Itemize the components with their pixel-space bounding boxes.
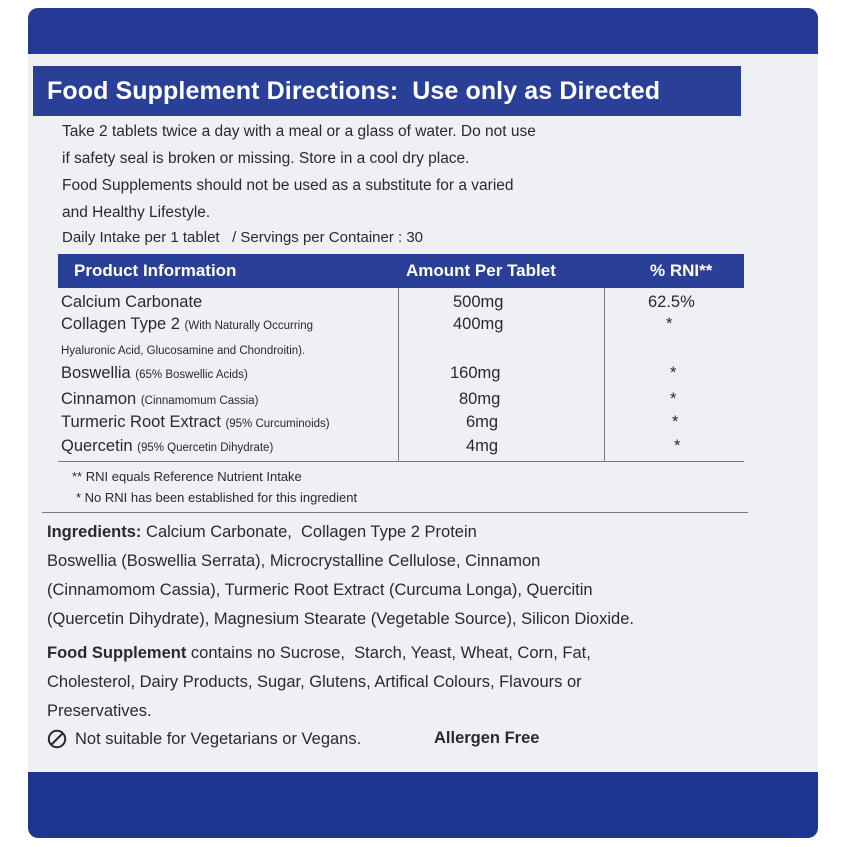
ingredient-name: Boswellia (65% Boswellic Acids) <box>61 364 248 382</box>
free-from-line: Preservatives. <box>47 702 152 720</box>
ingredient-amount: 6mg <box>466 413 499 431</box>
ingredients-line: Ingredients: Calcium Carbonate, Collagen Type 2 Protein <box>47 523 477 541</box>
directions-line: Food Supplements should not be used as a substitute for a varied <box>62 177 514 194</box>
ingredient-rni: * <box>670 364 677 382</box>
bottom-blue-band <box>28 772 818 838</box>
directions-header <box>33 66 741 116</box>
header-rni: % RNI** <box>650 261 713 280</box>
ingredient-rni: * <box>670 390 677 408</box>
ingredients-line: (Cinnamomom Cassia), Turmeric Root Extract (Curcuma Longa), Quercitin <box>47 581 593 599</box>
table-bottom-rule <box>58 461 744 462</box>
ingredient-amount: 160mg <box>450 364 501 382</box>
table-header <box>58 254 744 288</box>
intake-line: Daily Intake per 1 tablet / Servings per Container : 30 <box>62 229 424 246</box>
ingredient-name: Collagen Type 2 (With Naturally Occurring <box>61 315 313 333</box>
ingredient-rni: * <box>674 437 681 455</box>
not-suitable-text: Not suitable for Vegetarians or Vegans. <box>75 729 362 748</box>
ingredient-amount: 400mg <box>453 315 504 333</box>
ingredient-name: Quercetin (95% Quercetin Dihydrate) <box>61 437 274 455</box>
directions-header-right: Use only as Directed <box>412 77 661 105</box>
ingredient-amount: 500mg <box>453 293 504 311</box>
directions-line: and Healthy Lifestyle. <box>62 204 211 221</box>
free-from-block <box>47 639 767 726</box>
nutrition-table <box>58 288 744 462</box>
footnote-rni: ** RNI equals Reference Nutrient Intake <box>72 469 302 484</box>
directions-text <box>62 118 752 226</box>
ingredients-label: Ingredients: <box>47 523 142 541</box>
ingredient-rni: * <box>666 315 673 333</box>
ingredient-name: Turmeric Root Extract (95% Curcuminoids) <box>61 413 330 431</box>
table-divider <box>604 288 605 462</box>
ingredients-line: Boswellia (Boswellia Serrata), Microcrystalline Cellulose, Cinnamon <box>47 552 541 570</box>
top-blue-band <box>28 8 818 54</box>
ingredient-name: Cinnamon (Cinnamomum Cassia) <box>61 390 259 408</box>
ingredient-rni: 62.5% <box>648 293 695 311</box>
ingredient-amount: 4mg <box>466 437 499 455</box>
not-suitable-warning <box>47 729 361 749</box>
section-rule <box>42 512 748 513</box>
footnote-no-rni: * No RNI has been established for this ingredient <box>76 490 358 505</box>
free-from-line: Food Supplement contains no Sucrose, Starch, Yeast, Wheat, Corn, Fat, <box>47 644 591 662</box>
directions-line: Take 2 tablets twice a day with a meal or a glass of water. Do not use <box>62 123 536 140</box>
table-divider <box>398 288 399 462</box>
directions-line: if safety seal is broken or missing. Store in a cool dry place. <box>62 150 470 167</box>
allergen-free-text: Allergen Free <box>434 729 540 747</box>
ingredients-block <box>47 518 767 634</box>
ingredients-line: (Quercetin Dihydrate), Magnesium Stearate (Vegetable Source), Silicon Dioxide. <box>47 610 634 628</box>
prohibited-icon <box>47 729 67 749</box>
free-from-line: Cholesterol, Dairy Products, Sugar, Glutens, Artifical Colours, Flavours or <box>47 673 582 691</box>
header-product-information: Product Information <box>74 261 237 280</box>
ingredient-rni: * <box>672 413 679 431</box>
ingredient-name-continued: Hyaluronic Acid, Glucosamine and Chondroitin). <box>61 345 306 357</box>
ingredient-name: Calcium Carbonate <box>61 293 203 311</box>
ingredient-amount: 80mg <box>459 390 501 408</box>
free-from-label: Food Supplement <box>47 644 187 662</box>
directions-header-left: Food Supplement Directions: <box>47 77 399 105</box>
header-amount-per-tablet: Amount Per Tablet <box>406 261 556 280</box>
